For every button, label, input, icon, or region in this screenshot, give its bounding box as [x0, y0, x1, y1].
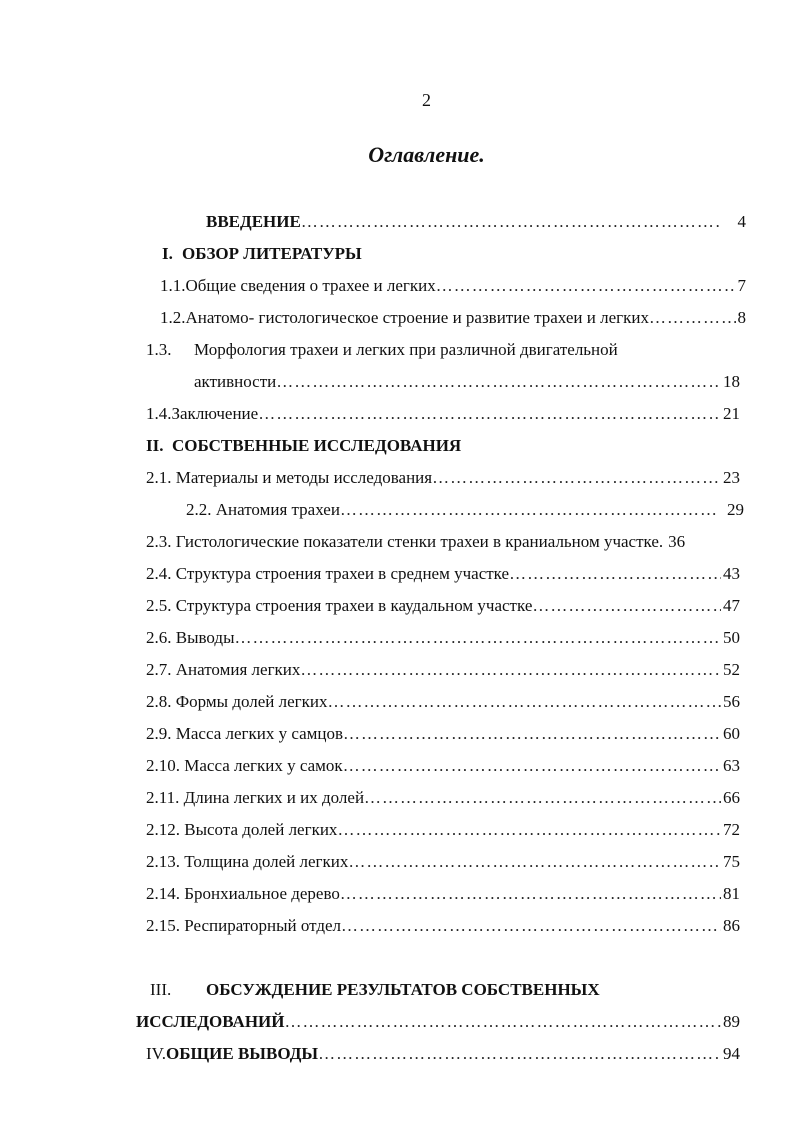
toc-entry-label: Морфология трахеи и легких при различной двигательной: [194, 340, 618, 359]
toc-entry-page: 23: [723, 468, 740, 487]
toc-entry-label: 2.15. Респираторный отдел: [146, 916, 342, 935]
toc-entry-label: 2.10. Масса легких у самок: [146, 756, 343, 775]
leader-dots: [337, 818, 721, 842]
toc-entry-page: 8: [737, 308, 746, 327]
leader-dots: [649, 306, 736, 330]
toc-entry-2-12[interactable]: [146, 818, 740, 842]
toc-part-2[interactable]: [146, 434, 461, 458]
toc-entry-label: Заключение: [171, 404, 259, 423]
toc-entry-page: 66: [723, 788, 740, 807]
toc-part-1[interactable]: [162, 242, 362, 266]
leader-dots: [285, 1010, 722, 1034]
leader-dots: [276, 370, 721, 394]
leader-dots: [343, 722, 721, 746]
part-label: ОБСУЖДЕНИЕ РЕЗУЛЬТАТОВ СОБСТВЕННЫХ: [206, 980, 600, 999]
toc-entry-page: 94: [723, 1044, 740, 1063]
toc-entry-number: 1.1.: [160, 276, 186, 295]
toc-entry-page: 89: [723, 1012, 740, 1031]
toc-entry-label: 2.2. Анатомия трахеи: [186, 500, 340, 519]
part-label: ОБЗОР ЛИТЕРАТУРЫ: [182, 244, 362, 263]
leader-dots: [509, 562, 721, 586]
toc-entry-label: 2.11. Длина легких и их долей: [146, 788, 365, 807]
toc-part-3-cont[interactable]: [136, 1010, 740, 1034]
toc-entry-page: 29: [727, 500, 744, 519]
toc-entry-page: 43: [723, 564, 740, 583]
toc-part-3[interactable]: [150, 978, 600, 1002]
part-label: СОБСТВЕННЫЕ ИССЛЕДОВАНИЯ: [172, 436, 462, 455]
toc-entry-page: 56: [723, 692, 740, 711]
leader-dots: [348, 850, 721, 874]
toc-entry-page: 18: [723, 372, 740, 391]
toc-entry-label: Общие сведения о трахее и легких: [185, 276, 436, 295]
leader-dots: [328, 690, 721, 714]
toc-entry-2-11[interactable]: [146, 786, 740, 810]
toc-entry-page: 47: [723, 596, 740, 615]
toc-entry-label: 2.13. Толщина долей легких: [146, 852, 349, 871]
toc-entry-page: 75: [723, 852, 740, 871]
leader-dots: [340, 882, 721, 906]
toc-entry-label: 2.3. Гистологические показатели стенки трахеи в краниальном участке.: [146, 532, 664, 551]
toc-entry-2-3[interactable]: [146, 530, 744, 554]
toc-entry-label: 2.6. Выводы: [146, 628, 235, 647]
toc-entry-label: 2.5. Структура строения трахеи в каудальном участке: [146, 596, 533, 615]
toc-entry-1-3[interactable]: [146, 338, 618, 362]
toc-entry-label: 2.1. Материалы и методы исследования: [146, 468, 433, 487]
part-number: III.: [150, 980, 172, 999]
toc-entry-1-2[interactable]: [160, 306, 746, 330]
toc-entry-2-14[interactable]: [146, 882, 740, 906]
toc-entry-1-1[interactable]: [160, 274, 746, 298]
toc-entry-2-7[interactable]: [146, 658, 740, 682]
toc-entry-2-5[interactable]: [146, 594, 740, 618]
toc-entry-1-3-cont[interactable]: [194, 370, 740, 394]
toc-entry-label: 2.14. Бронхиальное дерево: [146, 884, 340, 903]
toc-entry-label-cont: активности: [194, 372, 277, 391]
leader-dots: [340, 498, 719, 522]
toc-entry-intro[interactable]: [206, 210, 746, 234]
toc-entry-label: 2.8. Формы долей легких: [146, 692, 328, 711]
toc-entry-number: 1.3.: [146, 340, 172, 359]
toc-entry-2-8[interactable]: [146, 690, 740, 714]
leader-dots: [436, 274, 736, 298]
toc-entry-2-9[interactable]: [146, 722, 740, 746]
toc-entry-page: 50: [723, 628, 740, 647]
toc-entry-2-2[interactable]: [186, 498, 744, 522]
toc-entry-page: 52: [723, 660, 740, 679]
toc-entry-number: 1.4.: [146, 404, 172, 423]
toc-entry-label: 2.4. Структура строения трахеи в среднем участке: [146, 564, 510, 583]
toc-entry-2-10[interactable]: [146, 754, 740, 778]
page-number: 2: [422, 90, 431, 110]
toc-entry-label: 2.9. Масса легких у самцов: [146, 724, 344, 743]
toc-entry-page: 60: [723, 724, 740, 743]
toc-entry-page: 36: [668, 532, 686, 551]
leader-dots: [341, 914, 721, 938]
toc-entry-page: 63: [723, 756, 740, 775]
leader-dots: [364, 786, 721, 810]
leader-dots: [258, 402, 721, 426]
toc-entry-2-1[interactable]: [146, 466, 740, 490]
leader-dots: [300, 658, 721, 682]
toc-entry-label: 2.7. Анатомия легких: [146, 660, 301, 679]
toc-entry-2-13[interactable]: [146, 850, 740, 874]
toc-entry-1-4[interactable]: [146, 402, 740, 426]
toc-entry-2-6[interactable]: [146, 626, 740, 650]
toc-part-4[interactable]: [146, 1042, 740, 1066]
toc-entry-page: 4: [737, 212, 746, 231]
leader-dots: [532, 594, 721, 618]
toc-entry-number: 1.2.: [160, 308, 186, 327]
leader-dots: [343, 754, 721, 778]
toc-entry-page: 21: [723, 404, 740, 423]
part-number: IV.: [146, 1044, 166, 1063]
toc-entry-page: 7: [737, 276, 746, 295]
toc-entry-page: 72: [723, 820, 740, 839]
part-label: ОБЩИЕ ВЫВОДЫ: [166, 1044, 319, 1063]
leader-dots: [318, 1042, 721, 1066]
part-number: II.: [146, 436, 164, 455]
leader-dots: [235, 626, 721, 650]
leader-dots: [432, 466, 721, 490]
toc-entry-page: 81: [723, 884, 740, 903]
leader-dots: [301, 210, 722, 234]
part-number: I.: [162, 244, 173, 263]
toc-entry-label: Анатомо- гистологическое строение и развитие трахеи и легких: [185, 308, 649, 327]
toc-entry-2-4[interactable]: [146, 562, 740, 586]
toc-entry-label: ВВЕДЕНИЕ: [206, 212, 301, 231]
part-label-cont: ИССЛЕДОВАНИЙ: [136, 1012, 285, 1031]
toc-entry-label: 2.12. Высота долей легких: [146, 820, 338, 839]
toc-entry-page: 86: [723, 916, 740, 935]
toc-entry-2-15[interactable]: [146, 914, 740, 938]
toc-title: Оглавление.: [368, 142, 485, 167]
